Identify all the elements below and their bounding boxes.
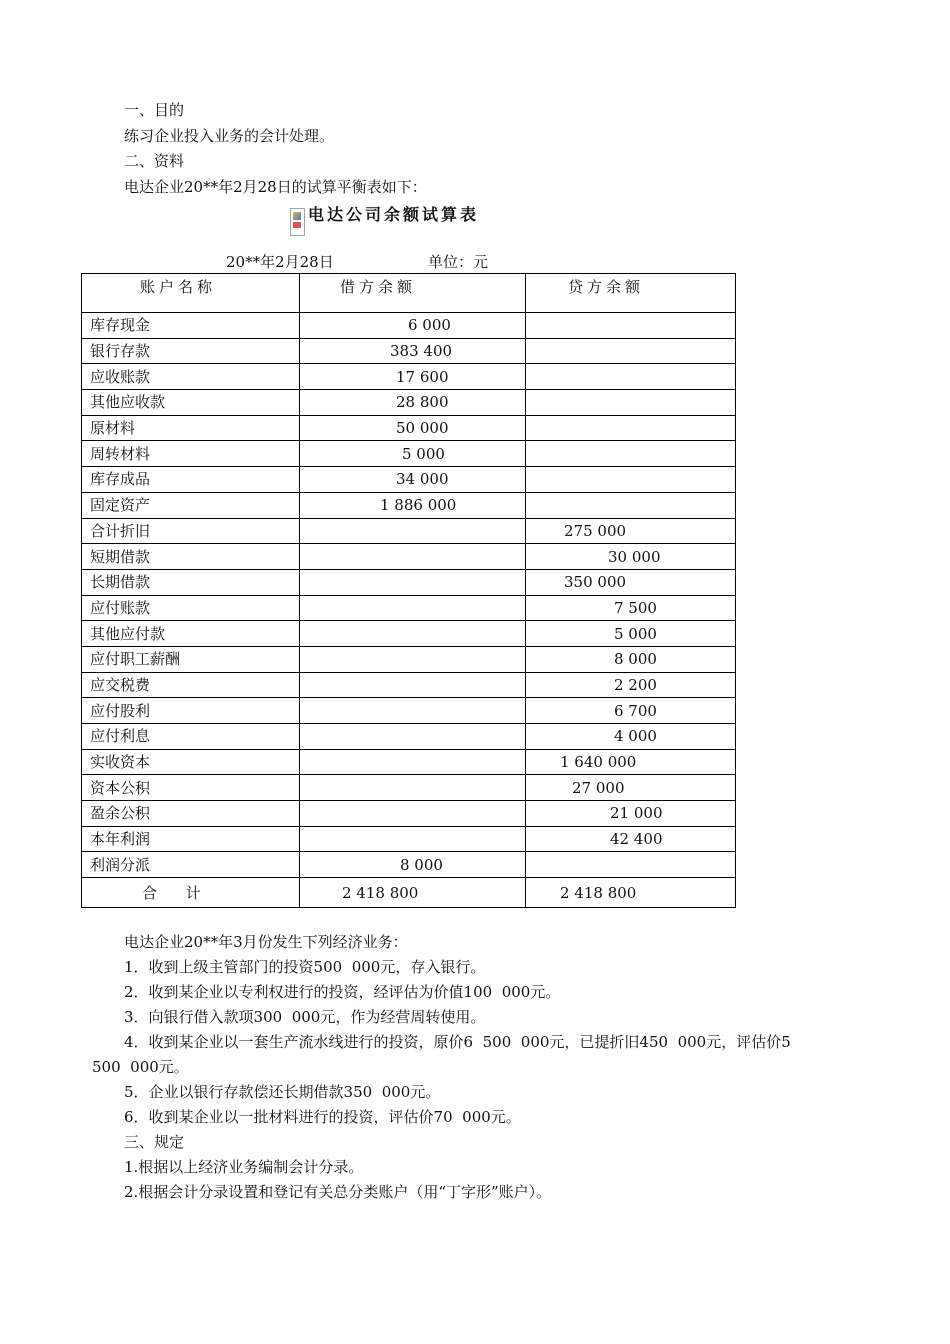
section-heading-materials: 二、资料 xyxy=(124,152,185,170)
account-name-cell: 应交税费 xyxy=(82,672,300,698)
account-name-cell: 长期借款 xyxy=(82,569,300,595)
account-name-cell: 应付股利 xyxy=(82,698,300,724)
account-name-cell: 利润分派 xyxy=(82,852,300,878)
table-row xyxy=(82,313,736,339)
table-title xyxy=(290,202,479,236)
transaction-3: 3．向银行借入款项300 000元，作为经营周转使用。 xyxy=(124,1008,486,1026)
total-credit: 2 418 800 xyxy=(526,878,736,908)
account-name-cell: 短期借款 xyxy=(82,544,300,570)
debit-cell: 8 000 xyxy=(300,852,526,878)
table-row xyxy=(82,646,736,672)
debit-cell xyxy=(300,518,526,544)
table-row xyxy=(82,826,736,852)
account-name-cell: 应付利息 xyxy=(82,724,300,750)
debit-cell: 34 000 xyxy=(300,467,526,493)
account-name-cell: 其他应付款 xyxy=(82,621,300,647)
table-unit: 单位：元 xyxy=(428,253,489,271)
table-row xyxy=(82,338,736,364)
credit-cell: 42 400 xyxy=(526,826,736,852)
account-name-cell: 应收账款 xyxy=(82,364,300,390)
table-row xyxy=(82,467,736,493)
debit-cell xyxy=(300,569,526,595)
debit-cell: 28 800 xyxy=(300,390,526,416)
credit-cell: 27 000 xyxy=(526,775,736,801)
debit-cell xyxy=(300,698,526,724)
credit-cell: 4 000 xyxy=(526,724,736,750)
total-label: 合 计 xyxy=(82,878,300,908)
debit-cell: 50 000 xyxy=(300,415,526,441)
section-heading-purpose: 一、目的 xyxy=(124,101,185,119)
debit-cell xyxy=(300,724,526,750)
account-name-cell: 原材料 xyxy=(82,415,300,441)
debit-cell xyxy=(300,646,526,672)
table-row xyxy=(82,595,736,621)
debit-cell: 6 000 xyxy=(300,313,526,339)
business-intro: 电达企业20**年3月份发生下列经济业务： xyxy=(124,933,408,951)
transaction-2: 2．收到某企业以专利权进行的投资，经评估为价值100 000元。 xyxy=(124,983,561,1001)
table-header-row xyxy=(82,274,736,313)
table-row xyxy=(82,492,736,518)
header-debit: 借方余额 xyxy=(300,274,526,313)
credit-cell: 5 000 xyxy=(526,621,736,647)
table-row xyxy=(82,852,736,878)
trial-balance-table xyxy=(81,273,736,908)
table-row xyxy=(82,569,736,595)
debit-cell: 17 600 xyxy=(300,364,526,390)
credit-cell: 6 700 xyxy=(526,698,736,724)
header-credit: 贷方余额 xyxy=(526,274,736,313)
debit-cell: 1 886 000 xyxy=(300,492,526,518)
credit-cell: 21 000 xyxy=(526,801,736,827)
table-row xyxy=(82,621,736,647)
credit-cell xyxy=(526,852,736,878)
table-title-text: 电达公司余额试算表 xyxy=(308,205,480,224)
materials-text: 电达企业20**年2月28日的试算平衡表如下： xyxy=(124,178,427,196)
transaction-5: 5．企业以银行存款偿还长期借款350 000元。 xyxy=(124,1083,441,1101)
total-row xyxy=(82,878,736,908)
table-date: 20**年2月28日 xyxy=(226,253,334,271)
credit-cell xyxy=(526,390,736,416)
debit-cell: 383 400 xyxy=(300,338,526,364)
credit-cell xyxy=(526,441,736,467)
account-name-cell: 本年利润 xyxy=(82,826,300,852)
credit-cell xyxy=(526,467,736,493)
debit-cell xyxy=(300,801,526,827)
table-row xyxy=(82,518,736,544)
section-heading-requirements: 三、规定 xyxy=(124,1133,185,1151)
debit-cell xyxy=(300,826,526,852)
debit-cell xyxy=(300,749,526,775)
table-row xyxy=(82,364,736,390)
credit-cell: 350 000 xyxy=(526,569,736,595)
requirement-2: 2.根据会计分录设置和登记有关总分类账户（用“丁字形”账户）。 xyxy=(124,1183,552,1201)
credit-cell: 275 000 xyxy=(526,518,736,544)
credit-cell: 1 640 000 xyxy=(526,749,736,775)
account-name-cell: 资本公积 xyxy=(82,775,300,801)
debit-cell: 5 000 xyxy=(300,441,526,467)
account-name-cell: 银行存款 xyxy=(82,338,300,364)
credit-cell xyxy=(526,415,736,441)
account-name-cell: 盈余公积 xyxy=(82,801,300,827)
transaction-1: 1．收到上级主管部门的投资500 000元，存入银行。 xyxy=(124,958,486,976)
transaction-4: 4．收到某企业以一套生产流水线进行的投资，原价6 500 000元，已提折旧450 000元，评估价5 xyxy=(124,1033,791,1051)
account-name-cell: 应付账款 xyxy=(82,595,300,621)
table-row xyxy=(82,724,736,750)
debit-cell xyxy=(300,775,526,801)
credit-cell xyxy=(526,338,736,364)
broken-image-icon xyxy=(290,208,305,236)
table-row xyxy=(82,749,736,775)
account-name-cell: 其他应收款 xyxy=(82,390,300,416)
transaction-4-cont: 500 000元。 xyxy=(92,1058,189,1076)
credit-cell xyxy=(526,492,736,518)
account-name-cell: 实收资本 xyxy=(82,749,300,775)
table-row xyxy=(82,441,736,467)
debit-cell xyxy=(300,621,526,647)
credit-cell xyxy=(526,313,736,339)
account-name-cell: 库存成品 xyxy=(82,467,300,493)
account-name-cell: 库存现金 xyxy=(82,313,300,339)
account-name-cell: 固定资产 xyxy=(82,492,300,518)
account-name-cell: 合计折旧 xyxy=(82,518,300,544)
table-row xyxy=(82,698,736,724)
credit-cell: 8 000 xyxy=(526,646,736,672)
debit-cell xyxy=(300,672,526,698)
credit-cell: 2 200 xyxy=(526,672,736,698)
table-row xyxy=(82,415,736,441)
account-name-cell: 周转材料 xyxy=(82,441,300,467)
account-name-cell: 应付职工薪酬 xyxy=(82,646,300,672)
table-row xyxy=(82,390,736,416)
total-debit: 2 418 800 xyxy=(300,878,526,908)
table-row xyxy=(82,775,736,801)
requirement-1: 1.根据以上经济业务编制会计分录。 xyxy=(124,1158,364,1176)
table-row xyxy=(82,544,736,570)
header-account-name: 账户名称 xyxy=(82,274,300,313)
purpose-text: 练习企业投入业务的会计处理。 xyxy=(124,127,335,145)
credit-cell: 30 000 xyxy=(526,544,736,570)
table-row xyxy=(82,672,736,698)
debit-cell xyxy=(300,595,526,621)
credit-cell: 7 500 xyxy=(526,595,736,621)
debit-cell xyxy=(300,544,526,570)
transaction-6: 6．收到某企业以一批材料进行的投资，评估价70 000元。 xyxy=(124,1108,521,1126)
credit-cell xyxy=(526,364,736,390)
table-row xyxy=(82,801,736,827)
